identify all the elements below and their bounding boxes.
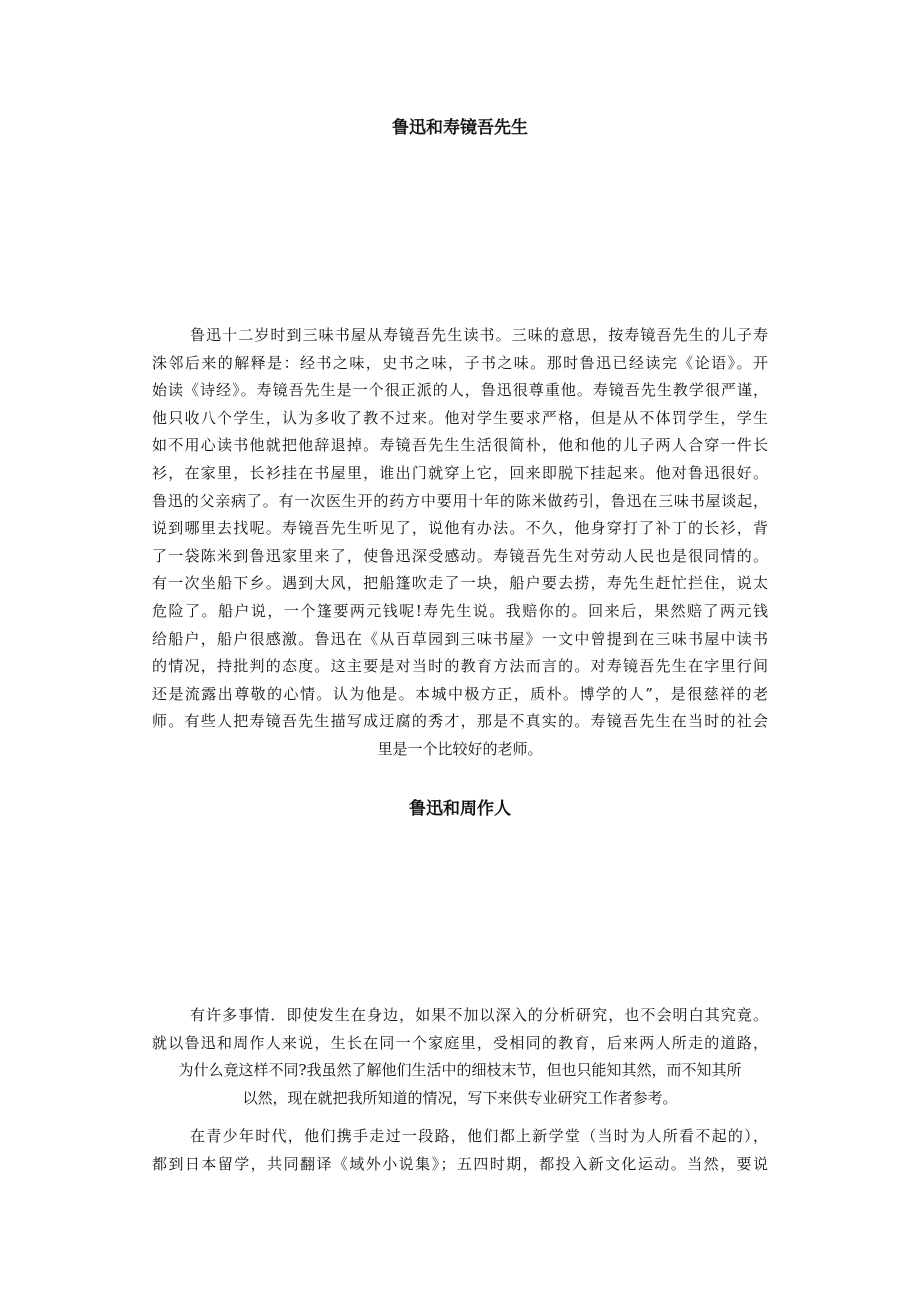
- text-line: 说到哪里去找呢。寿镜吾先生听见了，说他有办法。不久，他身穿打了补丁的长衫，背: [152, 519, 768, 538]
- text-line: 了一袋陈米到鲁迅家里来了，使鲁迅深受感动。寿镜吾先生对劳动人民也是很同情的。: [152, 546, 768, 565]
- text-line: 洙邻后来的解释是：经书之味，史书之味，子书之味。那时鲁迅已经读完《论语》。开: [152, 353, 768, 372]
- text-line: 如不用心读书他就把他辞退掉。寿镜吾先生生活很简朴，他和他的儿子两人合穿一件长: [152, 436, 768, 455]
- text-line: 有许多事情．即使发生在身边，如果不加以深入的分析研究，也不会明白其究竟。: [190, 1006, 768, 1024]
- text-line: 的情况，持批判的态度。这主要是对当时的教育方法而言的。对寿镜吾先生在字里行间: [152, 657, 768, 676]
- paragraph-youth: [152, 1123, 768, 1178]
- text-line: 始读《诗经》。寿镜吾先生是一个很正派的人，鲁迅很尊重他。寿镜吾先生教学很严谨，: [152, 381, 768, 400]
- text-line: 里是一个比较好的老师。: [377, 739, 543, 758]
- section-title-zhou-zuoren: 鲁迅和周作人: [409, 799, 511, 819]
- text-line: 鲁迅十二岁时到三味书屋从寿镜吾先生读书。三味的意思，按寿镜吾先生的儿子寿: [190, 326, 768, 344]
- text-line: 以然，现在就把我所知道的情况，写下来供专业研究工作者参考。: [242, 1088, 678, 1107]
- paragraph-shou-jingwu: [152, 322, 768, 764]
- text-line: 就以鲁迅和周作人来说，生长在同一个家庭里，受相同的教育，后来两人所走的道路，: [152, 1033, 768, 1052]
- text-line: 为什么竟这样不同?我虽然了解他们生活中的细枝末节，但也只能知其然，而不知其所: [178, 1061, 742, 1080]
- text-line: 有一次坐船下乡。遇到大风，把船篷吹走了一块，船户要去捞，寿先生赶忙拦住，说太: [152, 574, 768, 593]
- text-line: 都到日本留学，共同翻译《域外小说集》；五四时期，都投入新文化运动。当然，要说: [152, 1154, 768, 1173]
- text-line: 衫，在家里，长衫挂在书屋里，谁出门就穿上它，回来即脱下挂起来。他对鲁迅很好。: [152, 463, 768, 482]
- text-line: 在青少年时代，他们携手走过一段路，他们都上新学堂（当时为人所看不起的），: [190, 1127, 768, 1145]
- text-line: 给船户，船户很感激。鲁迅在《从百草园到三味书屋》一文中曾提到在三味书屋中读书: [152, 629, 768, 648]
- text-line: 还是流露出尊敬的心情。认为他是。本城中极方正，质朴。博学的人”，是很慈祥的老: [152, 684, 768, 703]
- paragraph-intro: [152, 1002, 768, 1112]
- text-line: 师。有些人把寿镜吾先生描写成迂腐的秀才，那是不真实的。寿镜吾先生在当时的社会: [152, 712, 768, 731]
- text-line: 危险了。船户说，一个篷要两元钱呢!寿先生说。我赔你的。回来后，果然赔了两元钱: [152, 601, 768, 620]
- section-title-shou-jingwu: 鲁迅和寿镜吾先生: [392, 118, 528, 138]
- text-line: 他只收八个学生，认为多收了教不过来。他对学生要求严格，但是从不体罚学生，学生: [152, 408, 768, 427]
- text-line: 鲁迅的父亲病了。有一次医生开的药方中要用十年的陈米做药引，鲁迅在三味书屋谈起，: [152, 491, 768, 510]
